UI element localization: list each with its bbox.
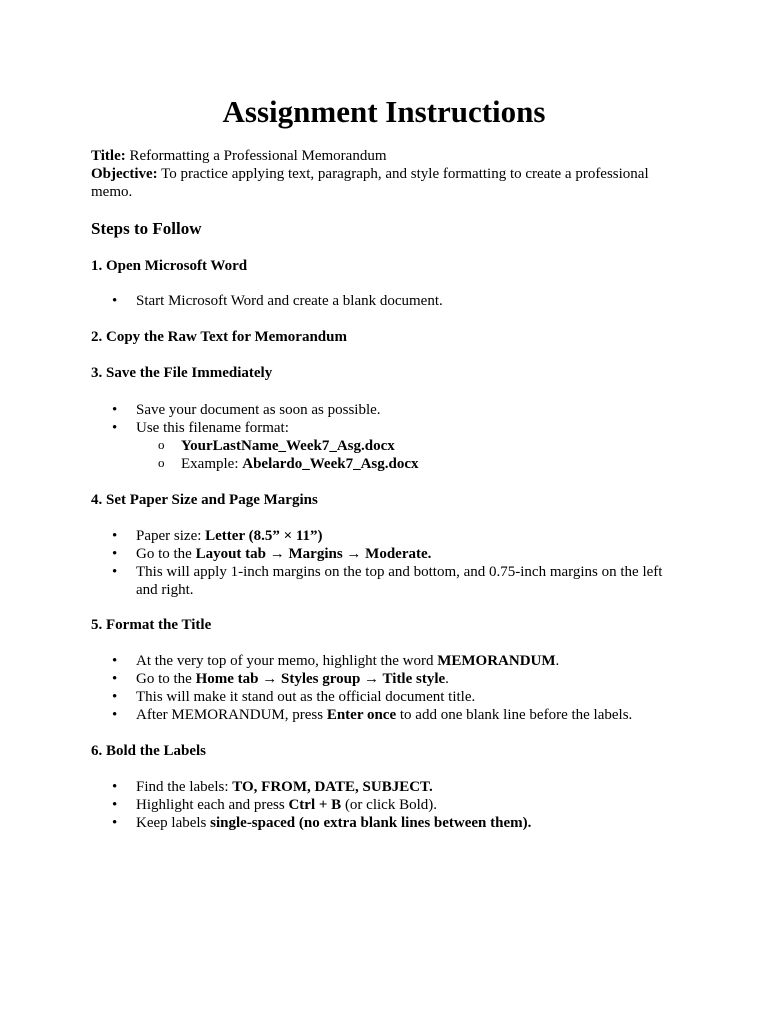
list-item — [91, 292, 681, 310]
sub-list-item — [136, 437, 681, 455]
objective-line — [91, 165, 671, 201]
list-item — [91, 401, 681, 419]
step-6-list — [91, 778, 681, 832]
sub-list-item — [136, 455, 681, 473]
bullet-text: Go to the — [136, 546, 196, 562]
list-item — [91, 563, 681, 599]
bullet-text: Use this filename format: — [136, 420, 289, 436]
list-item — [91, 527, 681, 545]
step-5-list — [91, 652, 681, 724]
bullet-text: Save your document as soon as possible. — [136, 402, 381, 418]
list-item — [91, 796, 681, 814]
bullet-text: This will apply 1-inch margins on the top and bottom, and 0.75-inch margins on the left and right. — [136, 564, 663, 598]
bullet-text: (or click Bold). — [341, 797, 437, 813]
bullet-text: This will make it stand out as the official document title. — [136, 689, 476, 705]
list-item — [91, 688, 681, 706]
objective-value: To practice applying text, paragraph, and style formatting to create a professional memo. — [91, 166, 649, 200]
step-2-heading: 2. Copy the Raw Text for Memorandum — [91, 329, 347, 345]
bullet-bold: Letter (8.5” × 11”) — [205, 528, 323, 544]
step-1-heading: 1. Open Microsoft Word — [91, 258, 248, 274]
bullet-text: Find the labels: — [136, 779, 233, 795]
bullet-bold: MEMORANDUM — [437, 653, 556, 669]
bullet-bold: single-spaced (no extra blank lines between them). — [210, 815, 532, 831]
step-1-list — [91, 292, 681, 310]
example-label: Example: — [181, 456, 243, 472]
list-item — [91, 814, 681, 832]
filename-sublist — [136, 437, 681, 473]
bullet-text: Keep labels — [136, 815, 211, 831]
list-item — [91, 545, 681, 563]
bullet-text: . — [445, 671, 449, 687]
assignment-title-line — [91, 147, 387, 165]
step-4-heading: 4. Set Paper Size and Page Margins — [91, 492, 318, 508]
bullet-text: Go to the — [136, 671, 196, 687]
list-item — [91, 670, 681, 688]
bullet-text: . — [555, 653, 560, 669]
bullet-text: to add one blank line before the labels. — [396, 707, 633, 723]
example-filename: Abelardo_Week7_Asg.docx — [242, 456, 419, 472]
bullet-text: Highlight each and press — [136, 797, 289, 813]
bullet-text: Paper size: — [136, 528, 206, 544]
bullet-bold: Layout tab → Margins → Moderate. — [195, 546, 432, 562]
bullet-bold: Enter once — [326, 707, 397, 723]
filename-format: YourLastName_Week7_Asg.docx — [181, 438, 395, 454]
list-item — [91, 778, 681, 796]
bullet-bold: Ctrl + B — [288, 797, 342, 813]
step-3-list — [91, 401, 681, 473]
steps-heading: Steps to Follow — [91, 219, 202, 238]
bullet-text: Start Microsoft Word and create a blank document. — [136, 293, 443, 309]
step-5-heading: 5. Format the Title — [91, 617, 212, 633]
list-item — [91, 706, 681, 724]
document-title: Assignment Instructions — [222, 94, 546, 129]
bullet-text: After MEMORANDUM, press — [136, 707, 327, 723]
list-item — [91, 652, 681, 670]
step-4-list — [91, 527, 681, 599]
bullet-bold: TO, FROM, DATE, SUBJECT. — [232, 779, 433, 795]
step-3-heading: 3. Save the File Immediately — [91, 365, 273, 381]
objective-label: Objective: — [91, 166, 158, 182]
bullet-bold: Home tab → Styles group → Title style — [195, 671, 446, 687]
step-6-heading: 6. Bold the Labels — [91, 743, 207, 759]
title-value: Reformatting a Professional Memorandum — [125, 148, 387, 164]
title-label: Title: — [91, 148, 126, 164]
bullet-text: At the very top of your memo, highlight the word — [136, 653, 438, 669]
list-item — [91, 419, 681, 473]
